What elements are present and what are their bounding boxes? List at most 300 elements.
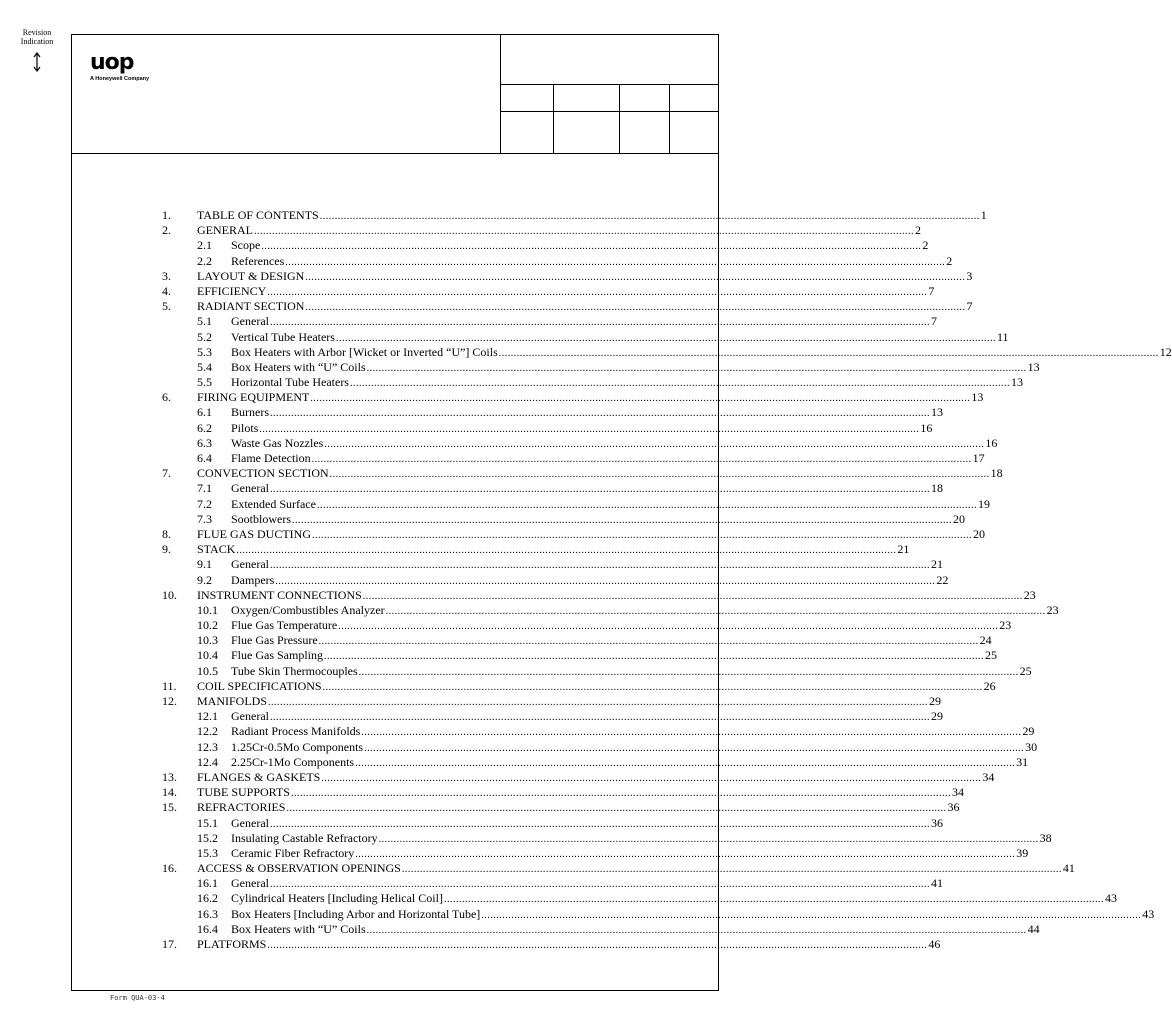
table-of-contents xyxy=(162,208,1172,952)
toc-entry xyxy=(231,709,943,725)
toc-row xyxy=(162,557,943,572)
toc-title: FLUE GAS DUCTING xyxy=(197,526,311,541)
toc-entry xyxy=(231,435,998,452)
toc-row xyxy=(162,739,1038,755)
toc-page-number: 38 xyxy=(1039,830,1052,845)
toc-row xyxy=(162,466,1003,481)
toc-title: Scope xyxy=(231,238,261,253)
toc-number: 16.1 xyxy=(197,876,218,891)
toc-entry xyxy=(231,891,1117,907)
revision-arrow-icon xyxy=(30,52,44,72)
toc-entry xyxy=(197,587,1036,604)
toc-title: MANIFOLDS xyxy=(197,694,268,708)
toc-entry xyxy=(231,314,937,330)
toc-row xyxy=(162,861,1075,876)
toc-title: LAYOUT & DESIGN xyxy=(197,268,305,283)
toc-row xyxy=(162,375,1023,390)
toc-leader-dots: ............................................................................................................................................................................................................................ xyxy=(324,651,984,663)
grid-line xyxy=(619,84,620,153)
toc-leader-dots: ............................................................................................................................................................................................................................ xyxy=(310,393,971,405)
toc-row xyxy=(162,587,1036,603)
toc-entry xyxy=(231,496,990,513)
toc-row xyxy=(162,435,998,451)
toc-leader-dots: ............................................................................................................................................................................................................................ xyxy=(401,864,1062,876)
toc-entry xyxy=(197,542,910,558)
toc-row xyxy=(162,876,943,891)
toc-row xyxy=(162,678,996,694)
toc-title: 2.25Cr-1Mo Components xyxy=(231,754,355,769)
toc-number: 5.1 xyxy=(197,314,212,329)
revision-indication-label: Revision Indication xyxy=(20,28,54,46)
toc-number: 15.3 xyxy=(197,845,218,860)
toc-number: 7. xyxy=(162,466,171,481)
toc-number: 15.1 xyxy=(197,815,218,830)
toc-leader-dots: ............................................................................................................................................................................................................................ xyxy=(290,788,951,800)
toc-entry xyxy=(231,557,943,573)
toc-entry xyxy=(231,815,943,832)
toc-page-number: 3 xyxy=(966,268,973,283)
toc-entry xyxy=(231,906,1155,923)
grid-line xyxy=(669,84,670,153)
toc-row xyxy=(162,208,987,223)
toc-entry xyxy=(197,208,987,224)
toc-row xyxy=(162,891,1117,906)
toc-entry xyxy=(231,344,1172,361)
toc-entry xyxy=(197,299,973,315)
toc-page-number: 41 xyxy=(930,876,943,891)
toc-page-number: 11 xyxy=(996,329,1009,344)
toc-number: 15. xyxy=(162,800,177,815)
toc-row xyxy=(162,769,995,785)
toc-page-number: 44 xyxy=(1027,921,1040,936)
toc-leader-dots: ............................................................................................................................................................................................................................ xyxy=(285,256,946,268)
toc-page-number: 13 xyxy=(1010,375,1023,390)
toc-title: General xyxy=(231,709,269,724)
toc-entry xyxy=(231,329,1009,346)
toc-leader-dots: ............................................................................................................................................................................................................................ xyxy=(269,560,930,572)
toc-title: Sootblowers xyxy=(231,511,291,526)
toc-number: 12.2 xyxy=(197,724,218,739)
toc-number: 4. xyxy=(162,283,171,298)
toc-row xyxy=(162,451,985,466)
toc-title: COIL SPECIFICATIONS xyxy=(197,678,322,693)
toc-title: General xyxy=(231,481,269,496)
toc-number: 10.1 xyxy=(197,602,218,617)
toc-entry xyxy=(231,420,933,437)
toc-page-number: 41 xyxy=(1062,861,1075,876)
toc-leader-dots: ............................................................................................................................................................................................................................ xyxy=(318,636,979,648)
toc-row xyxy=(162,694,942,709)
toc-entry xyxy=(197,466,1003,482)
toc-title: General xyxy=(231,815,269,830)
toc-page-number: 2 xyxy=(915,223,921,238)
toc-page-number: 34 xyxy=(982,769,995,784)
toc-leader-dots: ............................................................................................................................................................................................................................ xyxy=(311,454,972,465)
toc-title: Vertical Tube Heaters xyxy=(231,329,335,344)
toc-number: 6.2 xyxy=(197,420,212,435)
toc-number: 7.2 xyxy=(197,496,212,511)
toc-page-number: 19 xyxy=(977,496,990,511)
document-header xyxy=(72,35,718,154)
toc-page-number: 20 xyxy=(953,511,965,526)
toc-number: 9.2 xyxy=(197,572,212,587)
toc-title: Horizontal Tube Heaters xyxy=(231,375,349,390)
toc-leader-dots: ............................................................................................................................................................................................................................ xyxy=(270,408,930,420)
toc-page-number: 43 xyxy=(1104,891,1117,906)
toc-entry xyxy=(231,876,943,892)
toc-leader-dots: ............................................................................................................................................................................................................................ xyxy=(329,469,990,481)
toc-page-number: 2 xyxy=(946,253,953,268)
toc-leader-dots: ............................................................................................................................................................................................................................ xyxy=(269,879,930,891)
toc-number: 12. xyxy=(162,694,177,708)
toc-row xyxy=(162,800,960,815)
toc-entry xyxy=(197,937,941,953)
toc-entry xyxy=(231,724,1035,740)
toc-page-number: 7 xyxy=(966,299,973,314)
toc-row xyxy=(162,314,937,329)
toc-number: 2.2 xyxy=(197,253,212,268)
toc-row xyxy=(162,238,929,253)
toc-row xyxy=(162,921,1040,937)
toc-number: 12.1 xyxy=(197,709,218,724)
toc-number: 7.1 xyxy=(197,481,212,496)
toc-page-number: 21 xyxy=(930,557,943,572)
toc-page-number: 20 xyxy=(973,526,985,541)
toc-entry xyxy=(231,481,943,497)
toc-leader-dots: ............................................................................................................................................................................................................................ xyxy=(269,484,930,496)
toc-number: 10.4 xyxy=(197,648,218,663)
toc-entry xyxy=(231,663,1032,680)
toc-entry xyxy=(231,739,1038,756)
toc-row xyxy=(162,283,935,299)
toc-entry xyxy=(231,921,1040,938)
toc-row xyxy=(162,405,943,420)
toc-number: 2. xyxy=(162,223,171,238)
toc-row xyxy=(162,663,1032,679)
toc-row xyxy=(162,633,992,648)
toc-title: Tube Skin Thermocouples xyxy=(231,663,358,678)
toc-leader-dots: ............................................................................................................................................................................................................................ xyxy=(361,727,1022,739)
toc-page-number: 25 xyxy=(1019,663,1032,678)
toc-page-number: 25 xyxy=(985,648,997,663)
toc-row xyxy=(162,830,1052,846)
toc-leader-dots: ............................................................................................................................................................................................................................ xyxy=(269,317,930,329)
toc-entry xyxy=(197,800,960,816)
grid-line xyxy=(501,111,719,112)
toc-title: Box Heaters with “U” Coils xyxy=(231,359,366,374)
toc-number: 13. xyxy=(162,769,177,784)
toc-entry xyxy=(197,861,1075,877)
toc-leader-dots: ............................................................................................................................................................................................................................ xyxy=(269,712,930,724)
toc-number: 6. xyxy=(162,390,171,405)
toc-title: Box Heaters [Including Arbor and Horizontal Tube] xyxy=(231,906,481,921)
toc-entry xyxy=(231,572,949,589)
toc-entry xyxy=(197,283,935,300)
toc-entry xyxy=(231,602,1059,619)
toc-page-number: 30 xyxy=(1025,739,1038,754)
toc-title: 1.25Cr-0.5Mo Components xyxy=(231,739,364,754)
toc-leader-dots: ............................................................................................................................................................................................................................ xyxy=(312,529,972,541)
toc-page-number: 23 xyxy=(1046,602,1059,617)
toc-number: 10. xyxy=(162,587,177,602)
logo-wordmark: uop xyxy=(90,50,134,75)
toc-title: PLATFORMS xyxy=(197,937,267,951)
toc-entry xyxy=(231,511,965,528)
toc-leader-dots: ............................................................................................................................................................................................................................ xyxy=(324,438,985,450)
toc-number: 10.2 xyxy=(197,618,218,633)
toc-leader-dots: ............................................................................................................................................................................................................................ xyxy=(316,499,977,511)
toc-entry xyxy=(197,678,996,695)
toc-entry xyxy=(231,375,1023,391)
toc-title: General xyxy=(231,876,269,891)
toc-page-number: 24 xyxy=(979,633,992,648)
toc-leader-dots: ............................................................................................................................................................................................................................ xyxy=(259,423,920,435)
toc-leader-dots: ............................................................................................................................................................................................................................ xyxy=(322,681,983,693)
toc-leader-dots: ............................................................................................................................................................................................................................ xyxy=(267,286,928,298)
toc-title: RADIANT SECTION xyxy=(197,299,305,314)
toc-page-number: 21 xyxy=(897,542,910,557)
toc-title: General xyxy=(231,314,269,329)
toc-row xyxy=(162,542,910,557)
toc-title: Flue Gas Pressure xyxy=(231,633,318,648)
toc-page-number: 29 xyxy=(929,694,942,708)
toc-page-number: 22 xyxy=(936,572,949,587)
toc-title: Ceramic Fiber Refractory xyxy=(231,845,355,860)
toc-number: 15.2 xyxy=(197,830,218,845)
toc-page-number: 46 xyxy=(928,937,941,951)
toc-leader-dots: ............................................................................................................................................................................................................................ xyxy=(364,742,1025,754)
toc-page-number: 39 xyxy=(1016,845,1029,860)
toc-page-number: 31 xyxy=(1016,754,1029,769)
toc-leader-dots: ............................................................................................................................................................................................................................ xyxy=(481,909,1142,921)
toc-leader-dots: ............................................................................................................................................................................................................................ xyxy=(366,362,1027,374)
toc-number: 17. xyxy=(162,937,177,951)
toc-number: 8. xyxy=(162,526,171,541)
toc-row xyxy=(162,815,943,831)
toc-entry xyxy=(197,526,985,543)
toc-leader-dots: ............................................................................................................................................................................................................................ xyxy=(267,940,928,951)
toc-leader-dots: ............................................................................................................................................................................................................................ xyxy=(366,924,1027,936)
toc-title: INSTRUMENT CONNECTIONS xyxy=(197,587,362,602)
toc-entry xyxy=(197,785,964,801)
toc-leader-dots: ............................................................................................................................................................................................................................ xyxy=(305,271,966,283)
toc-title: CONVECTION SECTION xyxy=(197,466,329,481)
toc-number: 12.3 xyxy=(197,739,218,754)
toc-number: 5.4 xyxy=(197,359,212,374)
toc-leader-dots: ............................................................................................................................................................................................................................ xyxy=(355,757,1016,769)
toc-number: 12.4 xyxy=(197,754,218,769)
toc-title: GENERAL xyxy=(197,223,253,238)
toc-entry xyxy=(197,223,921,239)
toc-page-number: 34 xyxy=(951,785,964,800)
toc-title: FIRING EQUIPMENT xyxy=(197,390,310,405)
toc-entry xyxy=(231,648,997,664)
toc-page-number: 12 xyxy=(1159,344,1172,359)
toc-leader-dots: ............................................................................................................................................................................................................................ xyxy=(305,302,966,314)
toc-row xyxy=(162,359,1040,375)
toc-title: TABLE OF CONTENTS xyxy=(197,208,319,222)
toc-leader-dots: ............................................................................................................................................................................................................................ xyxy=(358,666,1019,678)
toc-page-number: 36 xyxy=(930,815,943,830)
toc-page-number: 13 xyxy=(971,390,984,405)
toc-row xyxy=(162,602,1059,618)
toc-title: Burners xyxy=(231,405,269,420)
toc-number: 9. xyxy=(162,542,171,557)
toc-title: FLANGES & GASKETS xyxy=(197,769,321,784)
toc-row xyxy=(162,754,1029,770)
toc-leader-dots: ............................................................................................................................................................................................................................ xyxy=(321,772,982,784)
toc-row xyxy=(162,420,933,436)
toc-number: 6.1 xyxy=(197,405,212,420)
toc-page-number: 36 xyxy=(947,800,960,815)
toc-page-number: 43 xyxy=(1142,906,1155,921)
form-id: Form QUA-03-4 xyxy=(110,994,165,1002)
toc-row xyxy=(162,329,1009,345)
toc-leader-dots: ............................................................................................................................................................................................................................ xyxy=(261,241,922,253)
toc-number: 16.2 xyxy=(197,891,218,906)
toc-page-number: 16 xyxy=(920,420,933,435)
toc-page-number: 23 xyxy=(999,618,1012,633)
toc-number: 16. xyxy=(162,861,177,876)
toc-entry xyxy=(231,253,953,270)
toc-row xyxy=(162,511,965,527)
toc-number: 14. xyxy=(162,785,177,800)
toc-title: Pilots xyxy=(231,420,259,435)
toc-leader-dots: ............................................................................................................................................................................................................................ xyxy=(378,833,1039,845)
toc-entry xyxy=(231,633,992,649)
toc-number: 10.5 xyxy=(197,663,218,678)
toc-row xyxy=(162,618,1012,633)
toc-page-number: 7 xyxy=(930,314,937,329)
toc-leader-dots: ............................................................................................................................................................................................................................ xyxy=(335,332,996,344)
toc-entry xyxy=(197,390,984,406)
toc-leader-dots: ............................................................................................................................................................................................................................ xyxy=(286,803,947,815)
toc-title: Flue Gas Temperature xyxy=(231,618,338,633)
toc-row xyxy=(162,344,1172,360)
toc-leader-dots: ............................................................................................................................................................................................................................ xyxy=(319,211,980,222)
toc-number: 16.4 xyxy=(197,921,218,936)
toc-row xyxy=(162,526,985,542)
toc-row xyxy=(162,937,941,952)
toc-row xyxy=(162,253,953,269)
toc-row xyxy=(162,785,964,800)
toc-entry xyxy=(231,754,1029,771)
toc-entry xyxy=(231,405,943,421)
toc-number: 16.3 xyxy=(197,906,218,921)
toc-page-number: 7 xyxy=(928,283,935,298)
toc-number: 9.1 xyxy=(197,557,212,572)
toc-leader-dots: ............................................................................................................................................................................................................................ xyxy=(268,697,929,708)
toc-entry xyxy=(231,845,1029,862)
toc-page-number: 18 xyxy=(990,466,1003,481)
toc-number: 5.5 xyxy=(197,375,212,390)
toc-page-number: 17 xyxy=(972,451,985,465)
toc-title: Oxygen/Combustibles Analyzer xyxy=(231,602,385,617)
toc-leader-dots: ............................................................................................................................................................................................................................ xyxy=(385,605,1046,617)
toc-page-number: 29 xyxy=(930,709,943,724)
toc-number: 5.2 xyxy=(197,329,212,344)
toc-row xyxy=(162,299,973,314)
toc-leader-dots: ............................................................................................................................................................................................................................ xyxy=(362,590,1023,602)
toc-title: Flame Detection xyxy=(231,451,311,465)
toc-leader-dots: ............................................................................................................................................................................................................................ xyxy=(338,621,999,633)
toc-row xyxy=(162,572,949,588)
toc-title: STACK xyxy=(197,542,236,557)
toc-row xyxy=(162,390,984,405)
toc-title: Waste Gas Nozzles xyxy=(231,435,324,450)
toc-leader-dots: ............................................................................................................................................................................................................................ xyxy=(498,347,1159,359)
toc-number: 7.3 xyxy=(197,511,212,526)
toc-entry xyxy=(197,268,973,285)
toc-page-number: 26 xyxy=(983,678,996,693)
toc-title: Radiant Process Manifolds xyxy=(231,724,361,739)
toc-title: References xyxy=(231,253,285,268)
toc-entry xyxy=(197,694,942,710)
toc-entry xyxy=(231,618,1012,634)
toc-entry xyxy=(231,359,1040,376)
toc-leader-dots: ............................................................................................................................................................................................................................ xyxy=(349,378,1010,390)
toc-page-number: 23 xyxy=(1023,587,1036,602)
toc-row xyxy=(162,268,973,284)
toc-title: TUBE SUPPORTS xyxy=(197,785,290,800)
toc-number: 2.1 xyxy=(197,238,212,253)
toc-title: General xyxy=(231,557,269,572)
toc-leader-dots: ............................................................................................................................................................................................................................ xyxy=(355,848,1016,860)
toc-leader-dots: ............................................................................................................................................................................................................................ xyxy=(236,545,897,557)
toc-title: Cylindrical Heaters [Including Helical Coil] xyxy=(231,891,443,906)
toc-page-number: 18 xyxy=(930,481,943,496)
grid-line xyxy=(501,84,719,85)
toc-entry xyxy=(231,830,1052,847)
header-info-grid xyxy=(500,35,719,153)
toc-row xyxy=(162,496,990,512)
toc-number: 6.4 xyxy=(197,451,212,465)
toc-title: ACCESS & OBSERVATION OPENINGS xyxy=(197,861,401,876)
toc-title: EFFICIENCY xyxy=(197,283,267,298)
toc-page-number: 16 xyxy=(985,435,998,450)
toc-page-number: 13 xyxy=(931,405,943,420)
grid-line xyxy=(553,84,554,153)
toc-entry xyxy=(197,769,995,786)
toc-title: Flue Gas Sampling xyxy=(231,648,323,663)
toc-number: 1. xyxy=(162,208,171,222)
toc-row xyxy=(162,223,921,238)
toc-title: Dampers xyxy=(231,572,275,587)
toc-title: Extended Surface xyxy=(231,496,316,511)
toc-number: 5. xyxy=(162,299,171,314)
logo-subtitle: A Honeywell Company xyxy=(90,76,150,82)
toc-page-number: 1 xyxy=(980,208,987,222)
toc-number: 11. xyxy=(162,678,177,693)
toc-row xyxy=(162,481,943,496)
toc-row xyxy=(162,845,1029,861)
toc-leader-dots: ............................................................................................................................................................................................................................ xyxy=(275,575,936,587)
toc-page-number: 2 xyxy=(922,238,929,253)
toc-entry xyxy=(231,238,929,254)
toc-leader-dots: ............................................................................................................................................................................................................................ xyxy=(269,818,930,830)
toc-row xyxy=(162,709,943,724)
toc-row xyxy=(162,648,997,663)
toc-leader-dots: ............................................................................................................................................................................................................................ xyxy=(254,226,914,238)
toc-row xyxy=(162,906,1155,922)
toc-title: REFRACTORIES xyxy=(197,800,286,815)
toc-number: 5.3 xyxy=(197,344,212,359)
toc-leader-dots: ............................................................................................................................................................................................................................ xyxy=(443,894,1104,906)
toc-row xyxy=(162,724,1035,739)
toc-title: Insulating Castable Refractory xyxy=(231,830,378,845)
toc-title: Box Heaters with Arbor [Wicket or Inverted “U”] Coils xyxy=(231,344,498,359)
toc-number: 6.3 xyxy=(197,435,212,450)
